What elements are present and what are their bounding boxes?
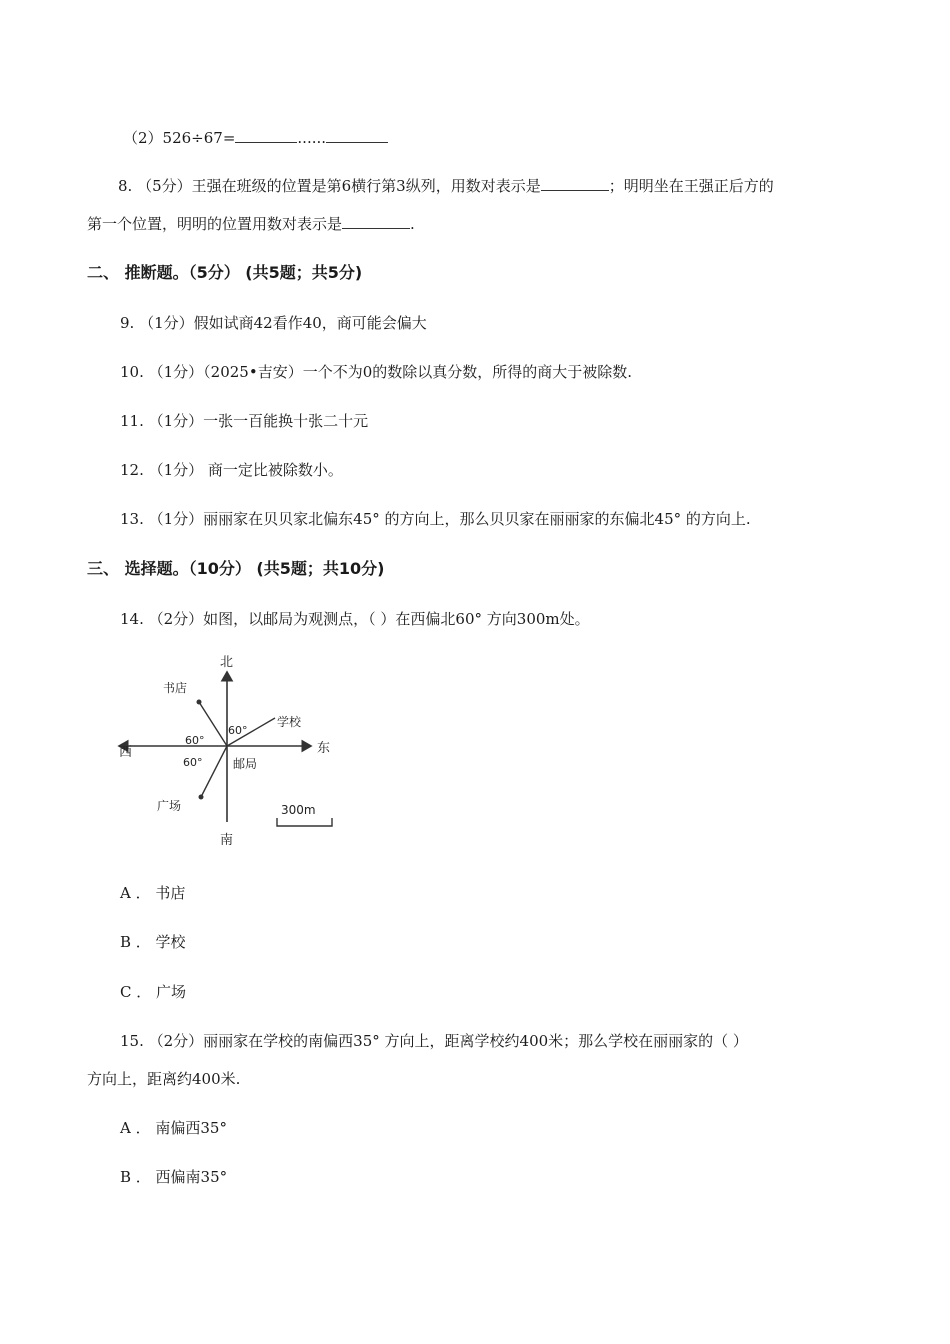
answer-blank[interactable] bbox=[326, 128, 388, 143]
q8-text-a: 8. （5分）王强在班级的位置是第6横行第3纵列，用数对表示是 bbox=[118, 177, 541, 195]
west-label: 西 bbox=[119, 745, 133, 760]
question-12: 12. （1分） 商一定比被除数小。 bbox=[120, 461, 343, 479]
direction-map-figure bbox=[115, 650, 345, 850]
square-ray bbox=[201, 746, 227, 797]
question-15-line1: 15. （2分）丽丽家在学校的南偏西35° 方向上，距离学校约400米；那么学校在丽丽家的（ ） bbox=[120, 1032, 748, 1050]
q7-part2-dots: ...... bbox=[297, 129, 327, 147]
post-office-label: 邮局 bbox=[233, 757, 258, 771]
question-14-stem: 14. （2分）如图，以邮局为观测点，（ ）在西偏北60° 方向300m处。 bbox=[120, 610, 590, 628]
q14-option-a[interactable]: A ． 书店 bbox=[120, 884, 186, 902]
angle-label-square: 60° bbox=[183, 756, 203, 769]
question-11: 11. （1分）一张一百能换十张二十元 bbox=[120, 412, 369, 430]
scale-bar bbox=[277, 818, 332, 826]
q8-line1 bbox=[118, 176, 774, 196]
q14-option-b[interactable]: B ． 学校 bbox=[120, 933, 186, 951]
q8-text-c: 第一个位置，明明的位置用数对表示是 bbox=[87, 215, 343, 233]
school-label: 学校 bbox=[277, 715, 302, 729]
q7-part2 bbox=[123, 128, 388, 148]
answer-blank[interactable] bbox=[342, 214, 410, 229]
scale-label: 300m bbox=[281, 803, 316, 817]
angle-label-bookstore: 60° bbox=[185, 734, 205, 747]
south-label: 南 bbox=[220, 833, 234, 848]
question-9: 9. （1分）假如试商42看作40，商可能会偏大 bbox=[120, 314, 427, 332]
angle-label-school: 60° bbox=[228, 724, 248, 737]
q15-option-a[interactable]: A ． 南偏西35° bbox=[120, 1119, 227, 1137]
north-label: 北 bbox=[220, 655, 234, 670]
section-2-heading: 二、 推断题。（5分） (共5题；共5分) bbox=[87, 263, 363, 282]
q14-option-c[interactable]: C ． 广场 bbox=[120, 983, 187, 1001]
answer-blank[interactable] bbox=[235, 128, 297, 143]
q8-text-b: ；明明坐在王强正后方的 bbox=[608, 177, 774, 195]
question-10: 10. （1分）（2025•吉安）一个不为0的数除以真分数，所得的商大于被除数. bbox=[120, 363, 633, 381]
square-label: 广场 bbox=[157, 799, 182, 813]
q7-part2-prefix: （2）526÷67= bbox=[123, 129, 236, 147]
square-point bbox=[199, 795, 204, 800]
east-label: 东 bbox=[317, 741, 331, 756]
answer-blank[interactable] bbox=[541, 176, 609, 191]
bookstore-point bbox=[197, 700, 202, 705]
question-13: 13. （1分）丽丽家在贝贝家北偏东45° 的方向上，那么贝贝家在丽丽家的东偏北45° 的方向上. bbox=[120, 510, 751, 528]
q8-text-d: . bbox=[410, 215, 415, 233]
q15-option-b[interactable]: B ． 西偏南35° bbox=[120, 1168, 228, 1186]
q8-line2 bbox=[87, 214, 415, 234]
question-15-line2: 方向上，距离约400米. bbox=[87, 1070, 241, 1088]
section-3-heading: 三、 选择题。（10分） (共5题；共10分) bbox=[87, 559, 385, 578]
bookstore-label: 书店 bbox=[163, 681, 188, 695]
